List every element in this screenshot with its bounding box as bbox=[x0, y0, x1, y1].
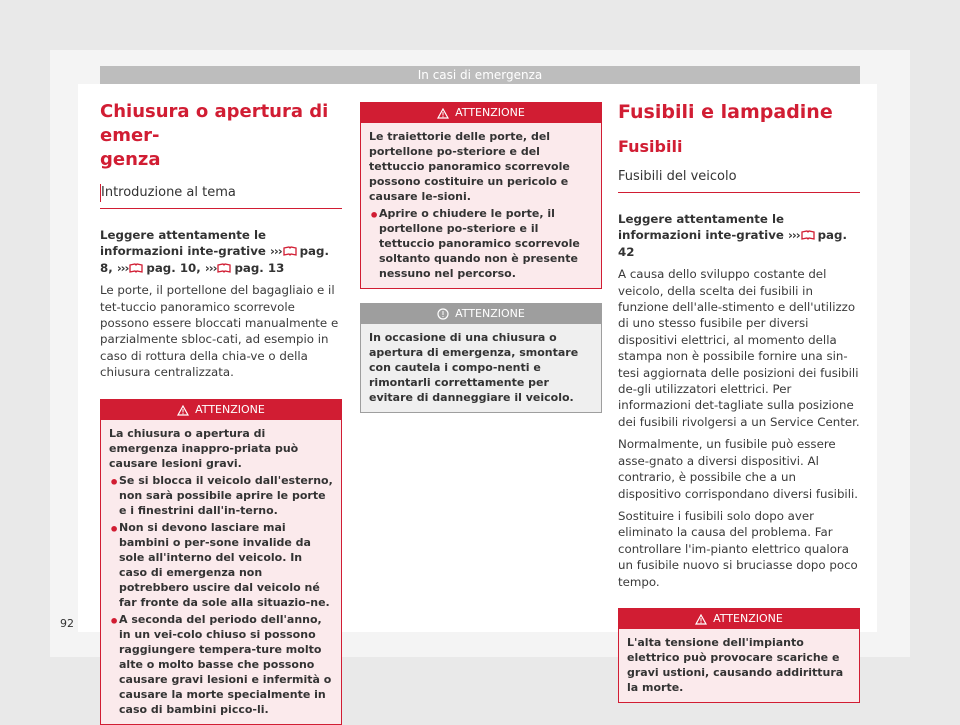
ref-arrow-icon: ››› bbox=[116, 260, 129, 275]
warning-intro: Le traiettorie delle porte, del portellone po-steriore e del tettuccio panoramico scorrevole possono costituire un pericolo e causare le-sioni. bbox=[369, 130, 570, 203]
warning-text: L'alta tensione dell'impianto elettrico può provocare scariche e gravi ustioni, causando addirittura la morte. bbox=[627, 635, 844, 694]
lead-paragraph bbox=[618, 211, 860, 260]
bullet-icon: • bbox=[109, 472, 120, 492]
warning-label: ATTENZIONE bbox=[455, 106, 525, 119]
caution-header bbox=[361, 304, 601, 324]
bullet-text: A seconda del periodo dell'anno, in un vei-colo chiuso si possono raggiungere tempera-ture molto alte o molto basse che possono causare gravi lesioni e infermità o causare la morte specialmente in caso di bambini picco-li. bbox=[119, 612, 332, 716]
bullet-text: Aprire o chiudere le porte, il portellone po-steriore e il tettuccio panoramico scorrevole soltanto quando non è presente nessuno nel percorso. bbox=[379, 207, 580, 280]
body-paragraph: Le porte, il portellone del bagagliaio e il tet-tuccio panoramico scorrevole possono essere bloccati manualmente e parzialmente sbloc-cati, ad esempio in caso di rottura della chia-ve o della chiusura centralizzata. bbox=[100, 283, 339, 380]
bullet-icon: • bbox=[109, 611, 120, 631]
chapter-title: Fusibili e lampadine bbox=[618, 101, 833, 123]
list-item bbox=[369, 206, 593, 281]
ref-arrow-icon: ››› bbox=[270, 244, 282, 259]
page-ref[interactable]: pag. 10, bbox=[146, 260, 201, 275]
page-ref[interactable]: pag. 13 bbox=[234, 260, 285, 275]
warning-header bbox=[101, 400, 341, 420]
book-ref-icon bbox=[217, 263, 231, 273]
bullet-text: Se si blocca il veicolo dall'esterno, non sarà possibile aprire le porte e i finestrini dall'in-terno. bbox=[119, 473, 333, 517]
caution-label: ATTENZIONE bbox=[455, 307, 525, 320]
warning-header bbox=[361, 103, 601, 123]
list-item bbox=[109, 612, 333, 717]
section-header: In casi di emergenza bbox=[100, 66, 860, 84]
warning-header bbox=[619, 609, 859, 629]
bullet-icon: • bbox=[369, 206, 380, 225]
subsection-title bbox=[618, 164, 860, 193]
page-number: 92 bbox=[60, 617, 74, 630]
lead-text: Leggere attentamente le informazioni inte-grative bbox=[618, 212, 785, 243]
lead-text: Leggere attentamente le informazioni inte-grative bbox=[100, 228, 267, 259]
bullet-text: Non si devono lasciare mai bambini o per-sone invalide da sole all'interno del veicolo. In caso di emergenza non potrebbero uscire dal veicolo né far fronte da sole alla situazio-ne. bbox=[119, 520, 330, 609]
warning-intro: La chiusura o apertura di emergenza inappro-priata può causare lesioni gravi. bbox=[109, 426, 299, 470]
body-paragraph: Sostituire i fusibili solo dopo aver eliminato la causa del problema. Far controllare l'im-pianto elettrico qualora un fusibile nuovo si bruciasse dopo poco tempo. bbox=[618, 508, 858, 589]
bullet-icon: • bbox=[109, 519, 120, 539]
warning-icon bbox=[437, 108, 449, 119]
caution-box bbox=[360, 303, 602, 413]
warning-icon bbox=[695, 614, 707, 625]
warning-box bbox=[618, 608, 860, 703]
ref-arrow-icon: ››› bbox=[788, 228, 800, 243]
page-ref[interactable]: pag. 42 bbox=[618, 228, 847, 259]
warning-icon bbox=[177, 405, 189, 416]
book-ref-icon bbox=[283, 246, 297, 256]
body-paragraph: A causa dello sviluppo costante del veicolo, della scelta dei fusibili in funzione dell'alle-stimento e dell'utilizzo di uno stesso fusibile per diversi dispositivi elettrici, al momento della stampa non è possibile fornire una sin-tesi aggiornata delle posizioni dei fusibili de-gli utilizzatori elettrici. Per informazioni det-tagliate sulla posizione dei fusibili rivolgersi a un Service Center. bbox=[618, 267, 860, 429]
ref-arrow-icon: ››› bbox=[204, 260, 217, 275]
book-ref-icon bbox=[129, 263, 143, 273]
section-subtitle: Fusibili bbox=[618, 137, 683, 156]
caution-text: In occasione di una chiusura o apertura di emergenza, smontare con cautela i compo-nenti e rimontarli correttamente per evitare di danneggiare il veicolo. bbox=[369, 331, 579, 404]
subsection-text: Fusibili del veicolo bbox=[618, 169, 737, 184]
column-warnings bbox=[360, 102, 602, 413]
lead-paragraph bbox=[100, 227, 342, 276]
page-ref[interactable]: pag. 8, bbox=[100, 244, 329, 275]
body-paragraph: Normalmente, un fusibile può essere asse-gnato a diversi dispositivi. Al contrario, è possibile che a un dispositivo corrispondano diversi fusibili. bbox=[618, 437, 859, 501]
section-subtitle bbox=[100, 180, 342, 209]
subtitle-text: Introduzione al tema bbox=[101, 185, 236, 200]
column-emergency-locking bbox=[100, 100, 342, 725]
book-ref-icon bbox=[801, 230, 815, 240]
section-title: Chiusura o apertura di emer- genza bbox=[100, 101, 329, 170]
warning-box bbox=[100, 399, 342, 725]
warning-label: ATTENZIONE bbox=[195, 402, 265, 416]
warning-label: ATTENZIONE bbox=[713, 611, 783, 625]
warning-box bbox=[360, 102, 602, 289]
list-item bbox=[109, 520, 333, 610]
info-circle-icon bbox=[437, 308, 449, 320]
column-fuses bbox=[618, 100, 860, 703]
list-item bbox=[109, 473, 333, 518]
